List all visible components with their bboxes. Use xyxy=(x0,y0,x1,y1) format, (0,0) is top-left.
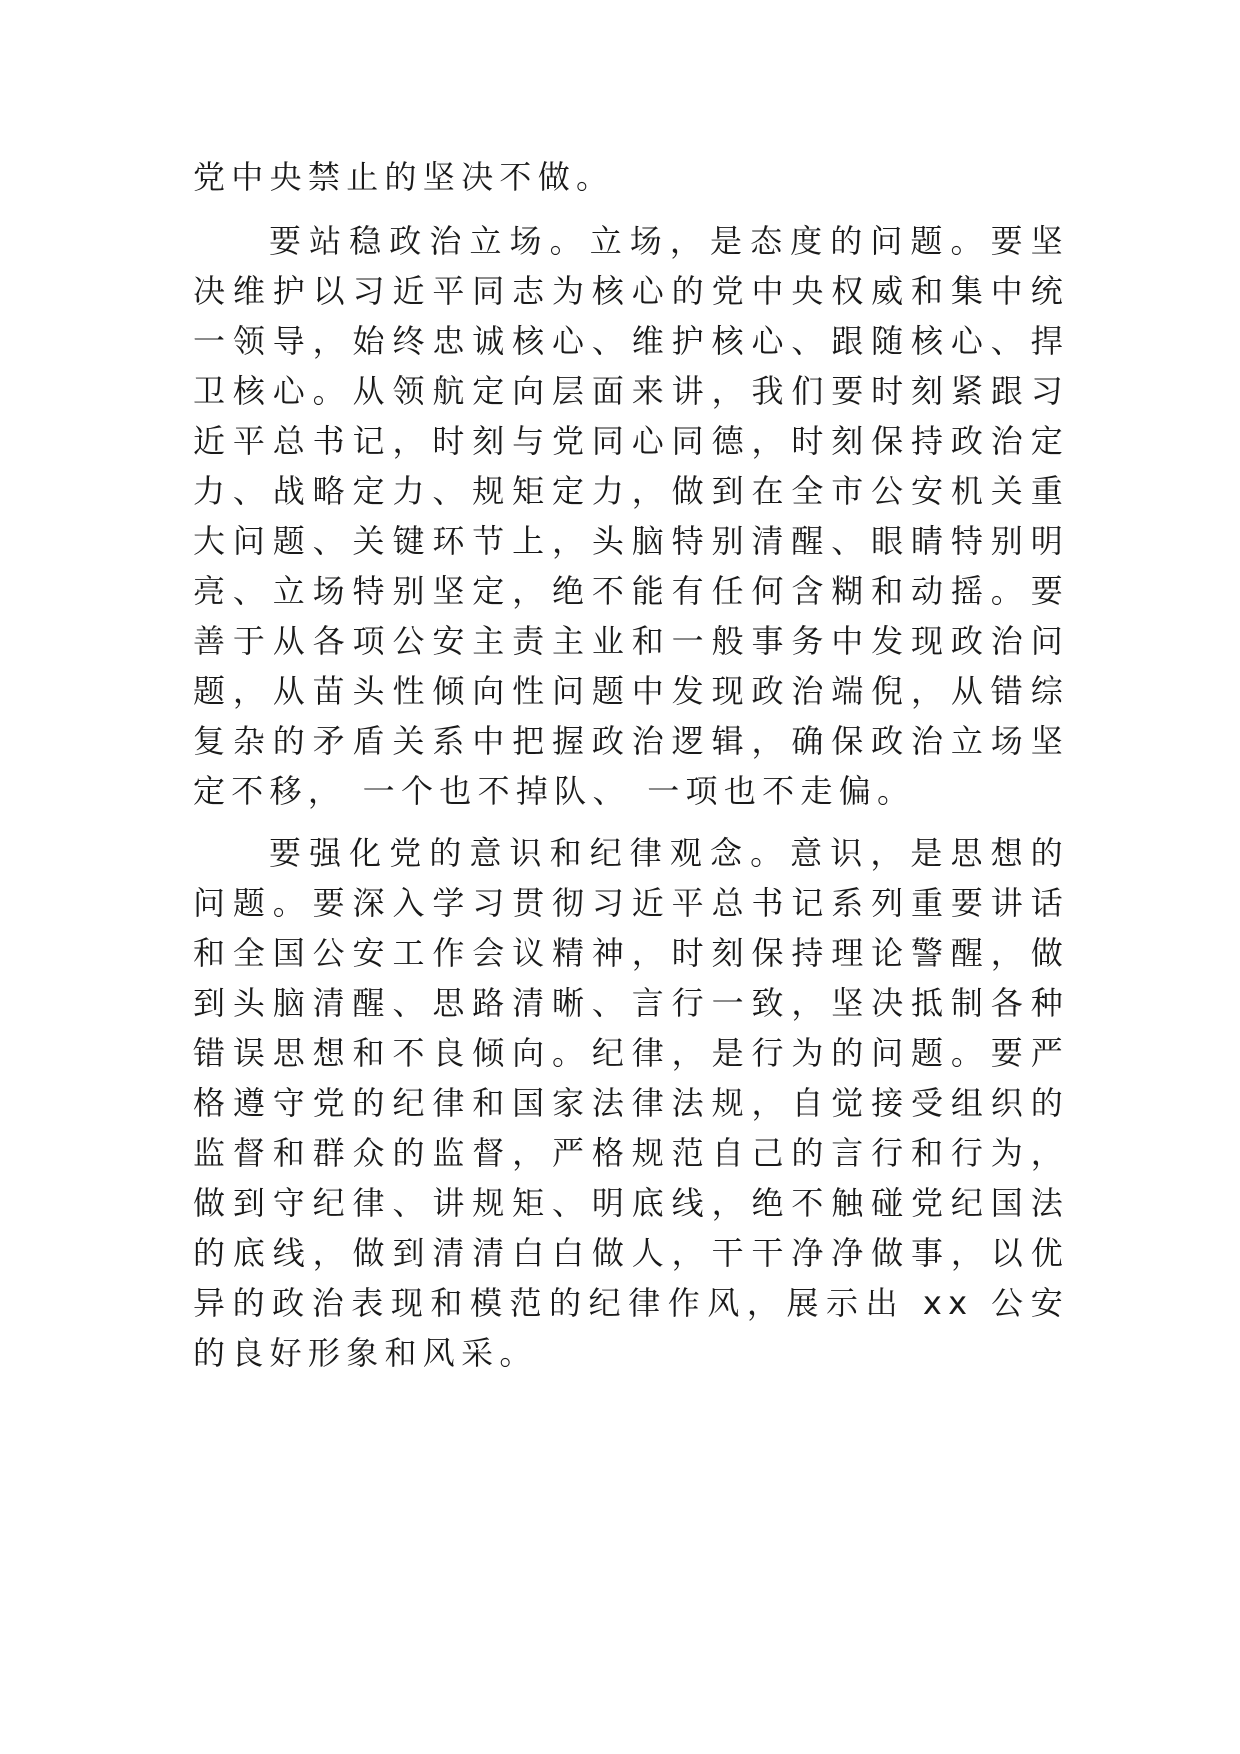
document-body xyxy=(193,152,1069,1390)
paragraph-party-discipline: 要强化党的意识和纪律观念。意识，是思想的问题。要深入学习贯彻习近平总书记系列重要讲话和全国公安工作会议精神，时刻保持理论警醒，做到头脑清醒、思路清晰、言行一致，坚决抵制各种错误思想和不良倾向。纪律，是行为的问题。要严格遵守党的纪律和国家法律法规，自觉接受组织的监督和群众的监督，严格规范自己的言行和行为，做到守纪律、讲规矩、明底线，绝不触碰党纪国法的底线，做到清清白白做人，干干净净做事，以优异的政治表现和模范的纪律作风，展示出 xx 公安的良好形象和风采。 xyxy=(193,834,1069,1372)
paragraph-continuation: 党中央禁止的坚决不做。 xyxy=(193,158,615,196)
paragraph-political-stance: 要站稳政治立场。立场，是态度的问题。要坚决维护以习近平同志为核心的党中央权威和集中统一领导，始终忠诚核心、维护核心、跟随核心、捍卫核心。从领航定向层面来讲，我们要时刻紧跟习近平总书记，时刻与党同心同德，时刻保持政治定力、战略定力、规矩定力，做到在全市公安机关重大问题、关键环节上，头脑特别清醒、眼睛特别明亮、立场特别坚定，绝不能有任何含糊和动摇。要善于从各项公安主责主业和一般事务中发现政治问题，从苗头性倾向性问题中发现政治端倪，从错综复杂的矛盾关系中把握政治逻辑，确保政治立场坚定不移， 一个也不掉队、 一项也不走偏。 xyxy=(193,222,1069,810)
